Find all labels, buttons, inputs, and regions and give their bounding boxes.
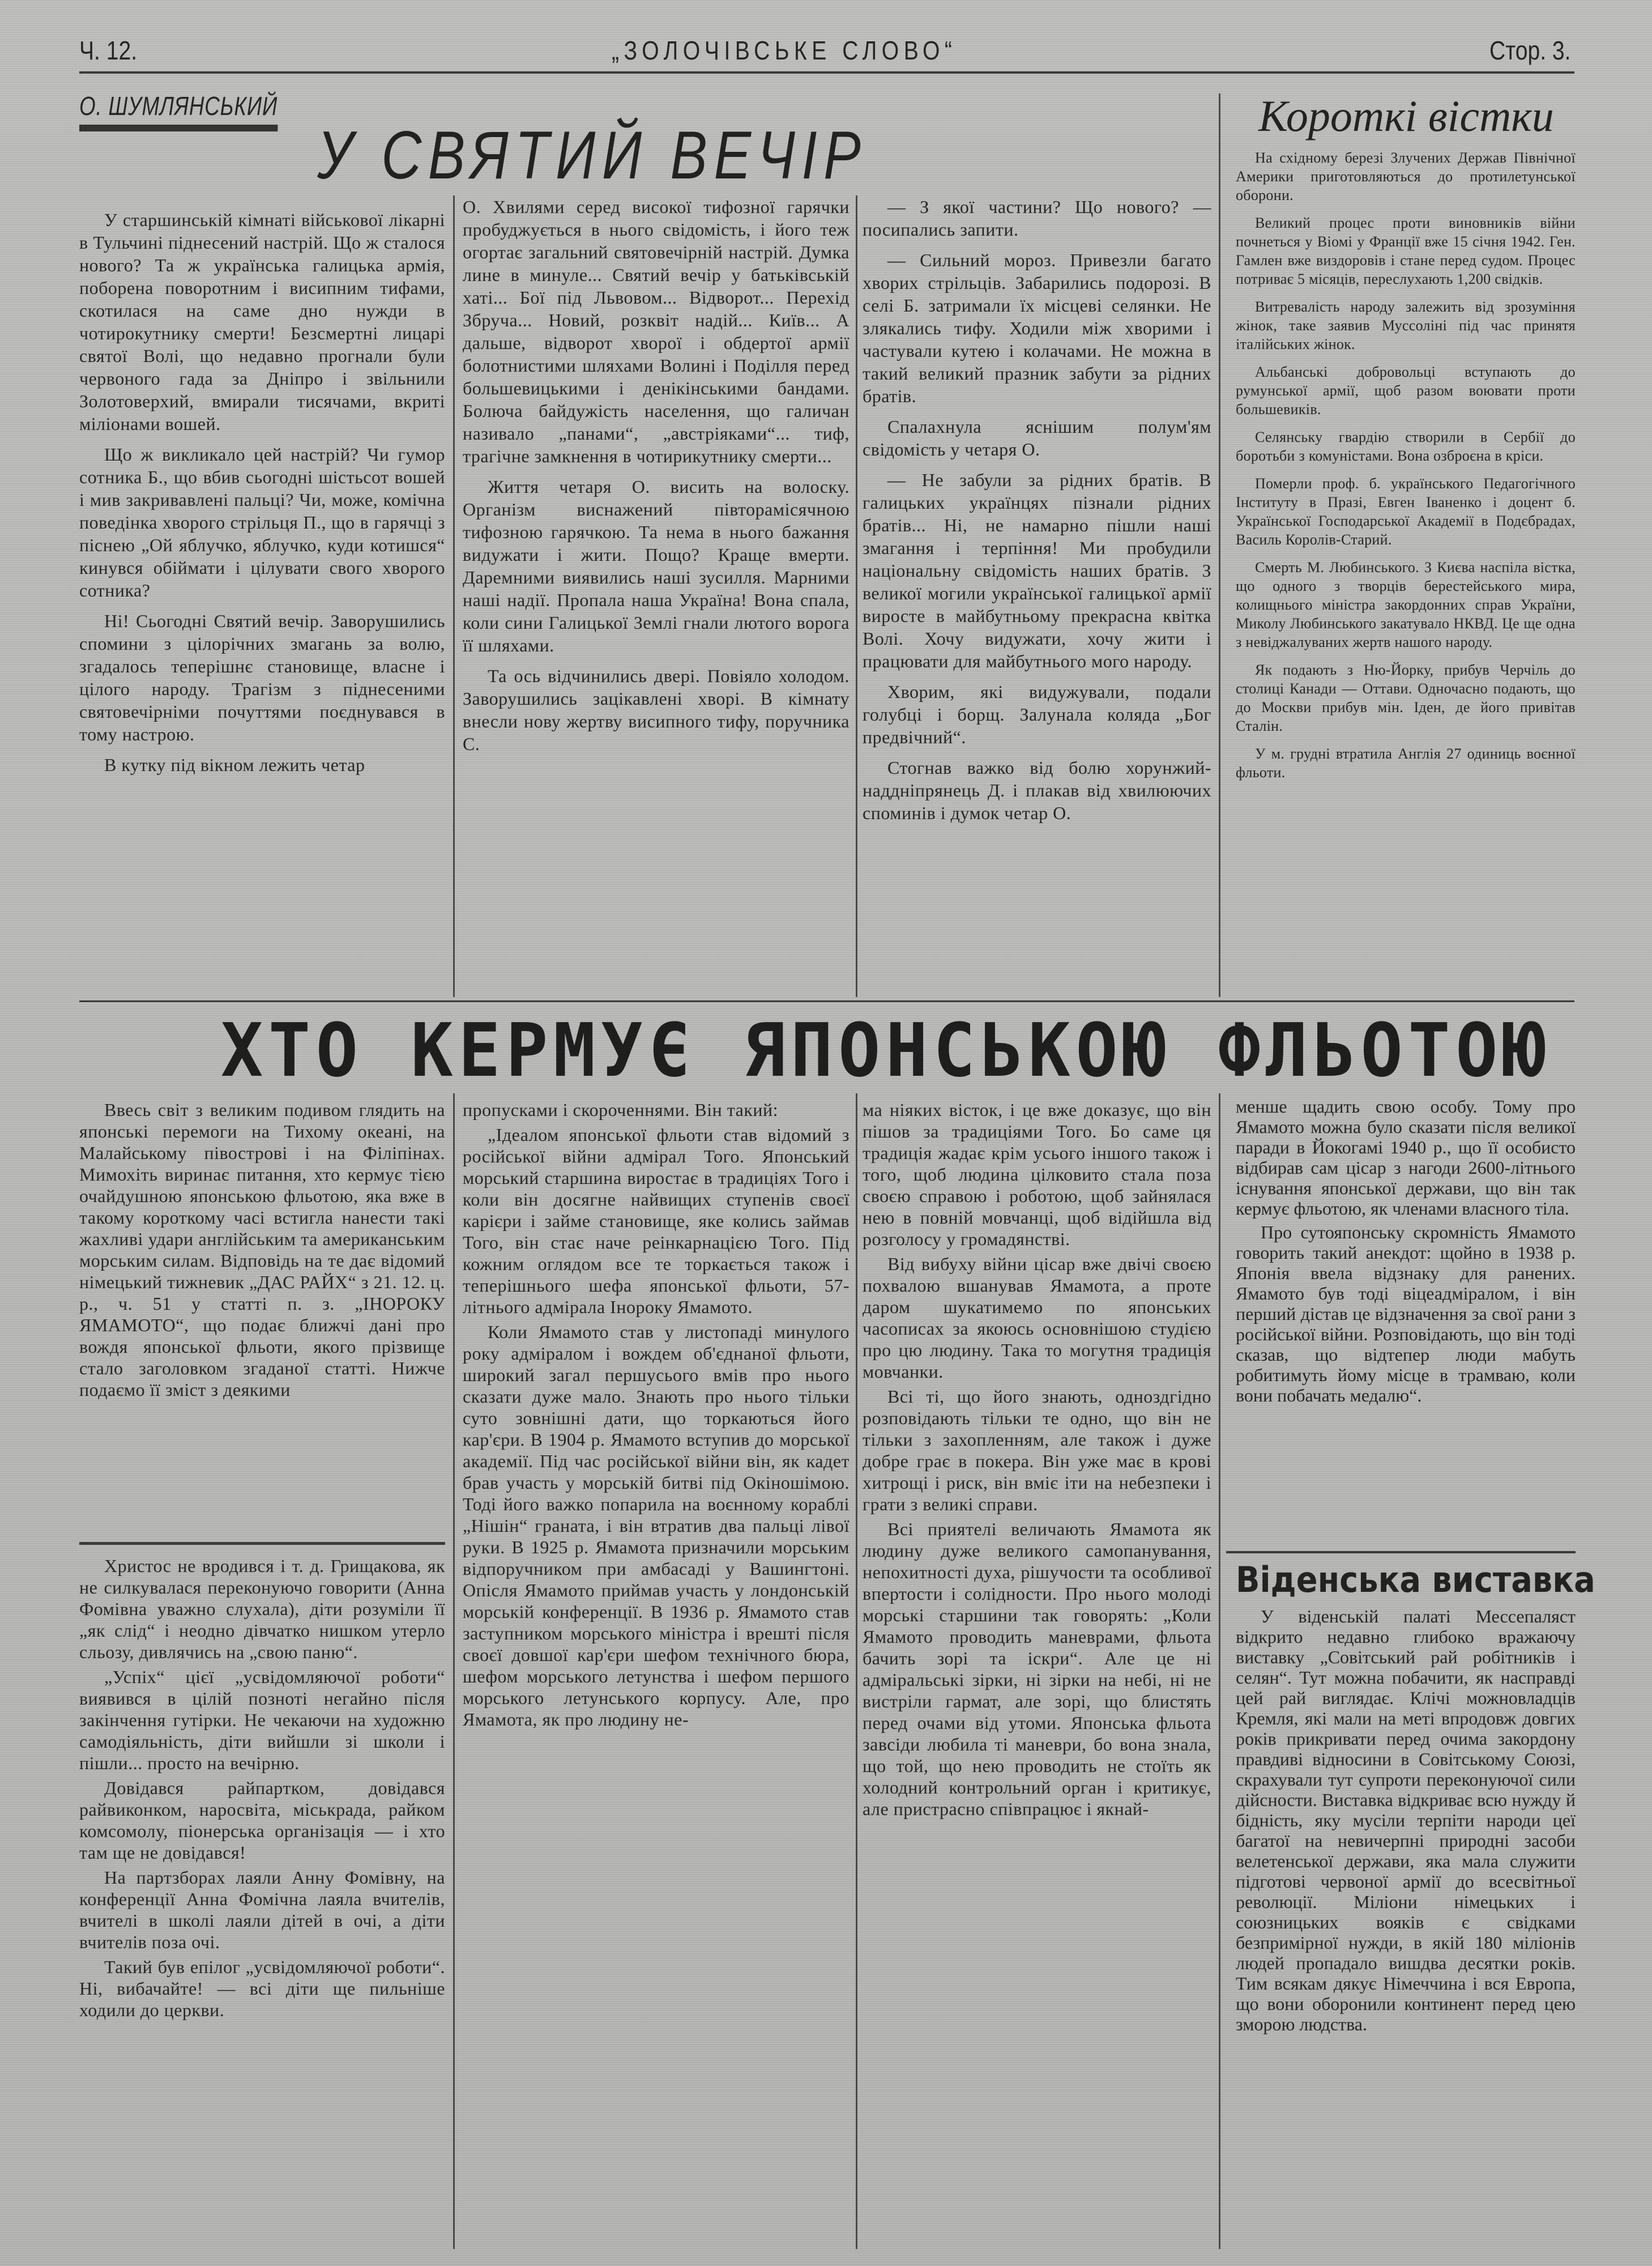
paragraph: Коли Ямамото став у листопаді минулого року адміралом і вождем об'єднаної фльоти, широкий загал першусього вмів про нього сказати дуже мало. Знають про нього тільки суто зовнішні дати, що торкаються його кар'єри. В 1904 р. Ямамото вступив до морської академії. Під час російської війни він, як кадет брав участь у морській битві під Окіношімою. Тоді його важко попарила на воєнному кораблі „Нішін“ граната, і він втратив два пальці лівої руки. В 1925 р. Ямамота призначили морським відпоручником при амбасаді у Вашингтоні. Опісля Ямамото приймав участь у лондонській морській конференції. В 1936 р. Ямамото став заступником морського міністра і врешті після своєї довшої кар'єри шефом технічного бюра, шефом морського летунства і шефом першого морського летунського корпусу. Але, про Ямамота, як про людину не-: [463, 1322, 850, 1730]
paragraph: Всі ті, що його знають, одноздгідно розповідають тільки те одно, що він не тільки з захопленням, але також і дуже добре грає в покера. Він уже має в крові хитрощі і риск, він вміє іти на небезпеки і грати з великі справи.: [863, 1386, 1211, 1514]
newspaper-title: „ЗОЛОЧІВСЬКЕ СЛОВО“: [612, 36, 957, 65]
main-article-column-2: [463, 1099, 850, 1733]
paragraph: менше щадить свою особу. Тому про Ямамото можна було сказати після великої паради в Йокогамі 1940 р., що її особисто відбирав сам цісар з нагоди 2600-літнього існування японської держави, що він так кермує фльотою, як членами власного тіла.: [1236, 1096, 1576, 1219]
paragraph: У м. грудні втратила Англія 27 одиниць воєнної фльоти.: [1236, 746, 1576, 781]
paragraph: Христос не вродився і т. д. Грищакова, як не силкувалася переконуючо говорити (Анна Фомівна уважно слухала), діти розуміли її „як слід“ і неодно дівчатко нишком утерло сльозу, дивлячись на „свою паню“.: [79, 1556, 445, 1662]
paragraph: Альбанські добровольці вступають до румунської армії, щоб разом воювати проти большевиків.: [1236, 364, 1576, 418]
paragraph: ма ніяких вісток, і це вже доказує, що він пішов за традиціями Того. Бо саме ця традиція жадає крім усього іншого також і того, щоб людина цілковито стала поза своєю справою і роботою, щоб зайнялася нею в повній мовчанці, щоб відійшла від розголосу у громадянстві.: [863, 1100, 1211, 1249]
article-author: О. ШУМЛЯНСЬКИЙ: [79, 91, 278, 131]
short-news-list: [1236, 148, 1576, 791]
paragraph: Хворим, які видужували, подали голубці і борщ. Залунала коляда „Бог предвічний“.: [863, 681, 1211, 747]
paragraph: — З якої частини? Що нового? — посипались запити.: [863, 197, 1211, 240]
paragraph: На східному березі Злучених Держав Північної Америки приготовляються до протилетунської оборони.: [1236, 150, 1576, 203]
main-article-column-4: [1236, 1096, 1576, 1409]
paragraph: Великий процес проти виновників війни почнеться у Віомі у Франції вже 15 січня 1942. Ген. Гамлен вже виздоровів і стане перед судом. Процес потриває 5 місяців, переслухають 1,200 свідків.: [1236, 215, 1576, 287]
page-number: Стор. 3.: [1489, 36, 1571, 65]
paragraph: Стогнав важко від болю хорунжий-наддніпрянець Д. і плакав від хвилюючих споминів і думок четар О.: [863, 757, 1211, 823]
paragraph: Померли проф. б. українського Педагогічного Інституту в Празі, Евген Іваненко і доцент б. Української Господарської Академії в Подєбрадах, Василь Королів-Старий.: [1236, 475, 1576, 548]
paragraph: Спалахнула яснішим полум'ям свідомість у четаря О.: [863, 416, 1211, 459]
main-article-column-1: [79, 1099, 445, 1404]
paragraph: О. Хвилями серед високої тифозної гарячки пробуджується в нього свідомість, і його теж огортає загальний святовечірній настрій. Думка лине в минуле... Святий вечір у батьківській хаті... Бої під Львовом... Відворот... Перехід Збруча... Новий, розквіт надій... Київ... А дальше, відворот хворої і обдертої армії болотнистими шляхами Волині і Поділля перед большевицькими і денікінськими бандами. Болюча байдужість населення, що галичан називало „панами“, „австріяками“... тиф, трагічне замкнення в чотирикутнику смерти...: [463, 197, 850, 466]
paragraph: В кутку під вікном лежить четар: [104, 755, 365, 775]
column-divider: [453, 1093, 455, 2249]
paragraph: Селянську гвардію створили в Сербії до боротьби з комуністами. Вона озброєна в кріси.: [1236, 429, 1576, 464]
top-article-column-2: [463, 195, 850, 763]
issue-number: Ч. 12.: [79, 36, 138, 65]
paragraph: — Сильний мороз. Привезли багато хворих стрільців. Забарились подорозі. В селі Б. затримали їх місцеві селянки. Не злякались тифу. Ходили між хворими і частували кутею і колачами. Не можна в такий великий празник забути за рідних братів.: [863, 250, 1211, 406]
paragraph: На партзборах лаяли Анну Фомівну, на конференції Анна Фомічна лаяла вчителів, вчителі в школі лаяли дітей в очі, а діти вчителів поза очі.: [79, 1867, 445, 1952]
article-title: У СВЯТИЙ ВЕЧІР: [317, 117, 868, 193]
paragraph: Такий був епілог „усвідомляючої роботи“. Ні, вибачайте! — всі діти ще пильніше ходили до церкви.: [79, 1957, 445, 2020]
paragraph: Життя четаря О. висить на волоску. Організм виснажений півторамісячною тифозною гарячкою. Та нема в нього бажання видужати і жити. Пощо? Краще вмерти. Даремними виявились наші зусилля. Марними наші надії. Пропала наша Україна! Вона спала, коли сини Галицької Землі гнали лютого ворога її шляхами.: [463, 476, 850, 655]
short-news-title: Короткі вістки: [1258, 91, 1554, 140]
paragraph: Витревалість народу залежить від зрозуміння жінок, таке заявив Муссоліні під час принятя італійських жінок.: [1236, 299, 1576, 352]
article-divider: [1226, 1551, 1576, 1553]
column-divider: [856, 195, 857, 997]
vienna-exhibition-article: [1236, 1606, 1576, 2038]
column-divider: [453, 195, 455, 997]
paragraph: „Успіх“ цієї „усвідомляючої роботи“ виявився в цілій позноті негайно після закінчення гутірки. Не чекаючи на художню самодіяльність, діти вийшли зі школи і пішли... просто на вечірню.: [79, 1667, 445, 1773]
column-divider: [1219, 1093, 1220, 2249]
paragraph: „Ідеалом японської фльоти став відомий з російської війни адмірал Того. Японський морський старшина виростає в традиціях Того і коли він досягне найвищих ступенів своєї карієри і займе становище, яке колись займав Того, він стає наче реінкарнацією Того. Під кожним оглядом все те торкається також і теперішнього шефа японської фльоти, 57-літнього адмірала Інороку Ямамото.: [463, 1125, 850, 1317]
top-article-column-3: [863, 195, 1211, 832]
paragraph: Смерть М. Любинського. З Києва наспіла вістка, що одного з творців берестейського мира, колищнього міністра закордонних справ України, Миколу Любинського закатувало НКВД. Це ще одна з невіджалуваних жертв нашого народу.: [1236, 559, 1576, 650]
column-divider: [856, 1093, 857, 2249]
article-divider: [79, 1542, 445, 1545]
paragraph: У старшинській кімнаті військової лікарні в Тульчині піднесений настрій. Що ж сталося нового? Та ж українська галицька армія, поборена поворотним і висипним тифами, скотилася на саме дно нужди в чотирокутнику смерти! Безсмертні лицарі святої Волі, що недавно прогнали були червоного гада за Дніпро і звільнили Золотоверхий, вмирали тисячами, вкриті міліонами вошей.: [79, 210, 445, 434]
paragraph: Що ж викликало цей настрій? Чи гумор сотника Б., що вбив сьогодні шістьсот вошей і мив закривавлені пальці? Чи, може, комічна поведінка хворого стрільця П., що в гарячці з піснею „Ой яблучко, яблучко, куди котишся“ кинувся обіймати і цілувати свого хворого сотника?: [79, 444, 445, 600]
paragraph: Як подають з Ню-Йорку, прибув Черчіль до столиці Канади — Оттави. Одночасно подають, що до Москви прибув мін. Іден, де його привітав Сталін.: [1236, 662, 1576, 734]
paragraph: Всі приятелі величають Ямамота як людину дуже великого самопанування, непохитності духа, рішучости та особливої впертости і солідности. Про нього молоді морські старшини так говорять: „Коли Ямамото проводить маневрами, фльота бачить зорі та іскри“. Але це ні адміральські зірки, ні зірки на небі, ні не вистріли гармат, але зорі, що блистять перед очами від утоми. Японська фльота завсіди любила ті маневри, бо вона знала, що той, що нею проводить не стоїть як холодний контрольний орган і критикує, але пристрасно співпрацює і якнай-: [863, 1519, 1211, 1819]
paragraph: Та ось відчинились двері. Повіяло холодом. Заворушились зацікавлені хворі. В кімнату внесли нову жертву висипного тифу, поручника С.: [463, 666, 850, 754]
top-article-column-1: [79, 208, 445, 784]
paragraph: Від вибуху війни цісар вже двічі своєю похвалою вшанував Ямамота, а проте даром шукатимемо по японських часописах за якоюсь основнішою студією про цю людину. Така то могутня традиція мовчанки.: [863, 1254, 1211, 1382]
paragraph: У віденській палаті Мессепаляст відкрито недавно глибоко вражаючу виставку „Совітський рай робітників і селян“. Тут можна побачити, як насправді цей рай виглядає. Клічі можновладців Кремля, які мали на меті впродовж довгих років прикривати перед очима закордону правдиві відносини в Совітському Союзі, скрахували тут супроти переконуючої сили дійсности. Виставка відкриває всю нужду й бідність, яку мусіли терпіти народи цеї багатої на невичерпні природні засоби велетенської держави, яка мала служити підготові червоної армії до всесвітньої революції. Міліони німецьких і союзницьких вояків є свідками безпримірної нужди, в якій 180 міліонів людей пропадало вишдва десятки років. Тим всякам дякує Німеччина і вся Европа, що вони оборонили континент перед цею зморою людства.: [1236, 1606, 1576, 2034]
column-divider: [1219, 93, 1220, 997]
continuation-article: [79, 1555, 445, 2024]
paragraph: Про сутояпонську скромність Ямамото говорить такий анекдот: щойно в 1938 р. Японія ввела відзнаку для ранених. Ямамото був тоді віцеадміралом, і він перший дістав це відзначення за свої рани з російської війни. Розповідають, що він тоді сказав, що відтепер люди мабуть робитимуть йому місце в трамваю, коли вони побачать медалю“.: [1236, 1222, 1576, 1405]
paragraph: Довідався райпартком, довідався райвиконком, наросвіта, міськрада, райком комсомолу, піонерська організація — і хто там ще не довідався!: [79, 1778, 445, 1863]
paragraph: пропусками і скороченнями. Він такий:: [463, 1100, 779, 1120]
section-rule: [79, 1000, 1574, 1002]
main-article-column-3: [863, 1099, 1211, 1823]
vienna-exhibition-title: Віденська виставка: [1236, 1559, 1595, 1600]
main-headline: ХТО КЕРМУЄ ЯПОНСЬКОЮ ФЛЬОТОЮ: [221, 1007, 1551, 1093]
paragraph: — Не забули за рідних братів. В галицьких українцях пізнали рідних братів... Ні, не намарно пішли наші змагання і терпіння! Ми пробудили національну свідомість наших братів. З великої могили української галицької армії виросте в майбутньому прекрасна квітка Волі. Хочу видужати, хочу жити і працювати для майбутнього мого народу.: [863, 470, 1211, 671]
paragraph: Ввесь світ з великим подивом глядить на японські перемоги на Тихому океані, на Малайському півострові і на Філіпінах. Мимохіть виринає питання, хто кермує тією очайдушною японською фльотою, яка вже в такому короткому часі встигла нанести такі жахливі удари англійським та американським морським силам. Відповідь на те дає відомий німецький тижневик „ДАС РАЙХ“ з 21. 12. ц. р., ч. 51 у статті п. з. „ІНОРОКУ ЯМАМОТО“, що подає ближчі дані про вождя японської фльоти, якого прізвище стало заголовком згаданої статті. Нижче подаємо її зміст з деякими: [79, 1100, 445, 1400]
header-rule: [79, 71, 1574, 74]
paragraph: Ні! Сьогодні Святий вечір. Заворушились спомини з цілорічних змагань за волю, згадалось теперішнє становище, власне і цілого народу. Трагізм з піднесеними святовечірніми почуттями поєднувався в тому настрою.: [79, 611, 445, 744]
